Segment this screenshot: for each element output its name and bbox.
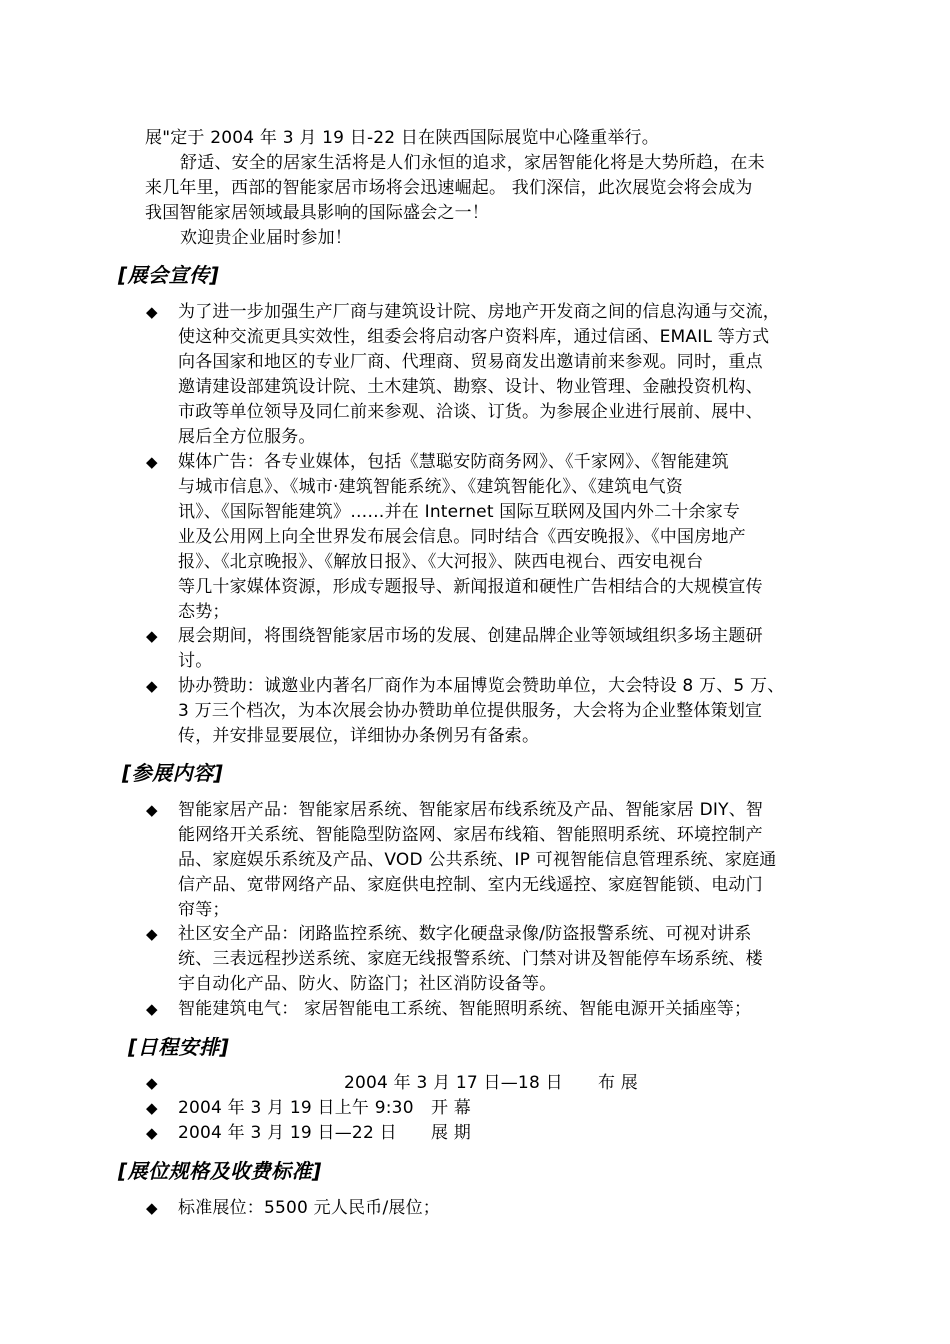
promo-item1-line: 邀请建设部建筑设计院、土木建筑、勘察、设计、物业管理、金融投资机构、 — [178, 377, 763, 397]
promo-item1-line: 展后全方位服务。 — [178, 427, 316, 447]
intro-line-3: 来几年里，西部的智能家居市场将会迅速崛起。 我们深信，此次展览会将会成为 — [145, 178, 753, 198]
exhibits-item1-line: 品、家庭娱乐系统及产品、VOD 公共系统、IP 可视智能信息管理系统、家庭通 — [178, 850, 777, 870]
exhibits-item2-line: 统、三表远程抄送系统、家庭无线报警系统、门禁对讲及智能停车场系统、楼 — [178, 949, 763, 969]
promo-item2-line: 等几十家媒体资源，形成专题报导、新闻报道和硬性广告相结合的大规模宣传 — [178, 577, 763, 597]
exhibits-item1-line: 帘等； — [178, 900, 230, 920]
promo-item3-line: 讨。 — [178, 651, 213, 671]
intro-line-2: 舒适、安全的居家生活将是人们永恒的追求，家居智能化将是大势所趋，在未 — [180, 153, 765, 173]
bullet-icon: ◆ — [146, 453, 158, 471]
bullet-icon: ◆ — [146, 677, 158, 695]
section-heading-promotion: [展会宣传] — [118, 263, 220, 287]
bullet-icon: ◆ — [146, 801, 158, 819]
schedule-row-event: 布 展 — [598, 1073, 639, 1093]
promo-item4-line: 3 万三个档次，为本次展会协办赞助单位提供服务，大会将为企业整体策划宣 — [178, 701, 763, 721]
bullet-icon: ◆ — [146, 1124, 158, 1142]
bullet-icon: ◆ — [146, 925, 158, 943]
schedule-row-event: 展 期 — [431, 1123, 472, 1143]
exhibits-item3-line: 智能建筑电气： 家居智能电工系统、智能照明系统、智能电源开关插座等； — [178, 999, 752, 1019]
bullet-icon: ◆ — [146, 1074, 158, 1092]
promo-item2-line: 媒体广告：各专业媒体，包括《慧聪安防商务网》、《千家网》、《智能建筑 — [178, 452, 729, 472]
promo-item2-line: 报》、《北京晚报》、《解放日报》、《大河报》、陕西电视台、西安电视台 — [178, 552, 704, 572]
exhibits-item1-line: 信产品、宽带网络产品、家庭供电控制、室内无线遥控、家庭智能锁、电动门 — [178, 875, 763, 895]
bullet-icon: ◆ — [146, 1099, 158, 1117]
promo-item2-line: 讯》、《国际智能建筑》……并在 Internet 国际互联网及国内外二十余家专 — [178, 502, 741, 522]
promo-item1-line: 向各国家和地区的专业厂商、代理商、贸易商发出邀请前来参观。同时，重点 — [178, 352, 763, 372]
exhibits-item1-line: 智能家居产品：智能家居系统、智能家居布线系统及产品、智能家居 DIY、智 — [178, 800, 764, 820]
intro-line-5: 欢迎贵企业届时参加！ — [180, 228, 352, 248]
intro-line-1: 展"定于 2004 年 3 月 19 日-22 日在陕西国际展览中心隆重举行。 — [145, 128, 659, 148]
promo-item2-line: 态势； — [178, 602, 230, 622]
schedule-row-event: 开 幕 — [431, 1098, 472, 1118]
promo-item2-line: 与城市信息》、《城市·建筑智能系统》、《建筑智能化》、《建筑电气资 — [178, 477, 684, 497]
promo-item1-line: 使这种交流更具实效性，组委会将启动客户资料库，通过信函、EMAIL 等方式 — [178, 327, 770, 347]
promo-item4-line: 传，并安排显要展位，详细协办条例另有备索。 — [178, 726, 540, 746]
bullet-icon: ◆ — [146, 627, 158, 645]
exhibits-item2-line: 社区安全产品：闭路监控系统、数字化硬盘录像/防盗报警系统、可视对讲系 — [178, 924, 752, 944]
bullet-icon: ◆ — [146, 1199, 158, 1217]
booth-item1-line: 标准展位：5500 元人民币/展位； — [178, 1198, 440, 1218]
intro-line-4: 我国智能家居领域最具影响的国际盛会之一！ — [145, 203, 489, 223]
section-heading-booth: [展位规格及收费标准] — [118, 1159, 322, 1183]
section-heading-exhibits: [参展内容] — [122, 761, 224, 785]
schedule-row-date: 2004 年 3 月 19 日上午 9:30 — [178, 1098, 414, 1118]
promo-item3-line: 展会期间，将围绕智能家居市场的发展、创建品牌企业等领域组织多场主题研 — [178, 626, 763, 646]
bullet-icon: ◆ — [146, 303, 158, 321]
schedule-row-date: 2004 年 3 月 19 日—22 日 — [178, 1123, 397, 1143]
section-heading-schedule: [日程安排] — [128, 1035, 230, 1059]
promo-item1-line: 为了进一步加强生产厂商与建筑设计院、房地产开发商之间的信息沟通与交流， — [178, 302, 780, 322]
bullet-icon: ◆ — [146, 1000, 158, 1018]
schedule-row-date: 2004 年 3 月 17 日—18 日 — [344, 1073, 563, 1093]
promo-item2-line: 业及公用网上向全世界发布展会信息。同时结合《西安晚报》、《中国房地产 — [178, 527, 746, 547]
promo-item4-line: 协办赞助：诚邀业内著名厂商作为本届博览会赞助单位，大会特设 8 万、5 万、 — [178, 676, 785, 696]
exhibits-item2-line: 宇自动化产品、防火、防盗门；社区消防设备等。 — [178, 974, 557, 994]
exhibits-item1-line: 能网络开关系统、智能隐型防盗网、家居布线箱、智能照明系统、环境控制产 — [178, 825, 763, 845]
promo-item1-line: 市政等单位领导及同仁前来参观、洽谈、订货。为参展企业进行展前、展中、 — [178, 402, 763, 422]
